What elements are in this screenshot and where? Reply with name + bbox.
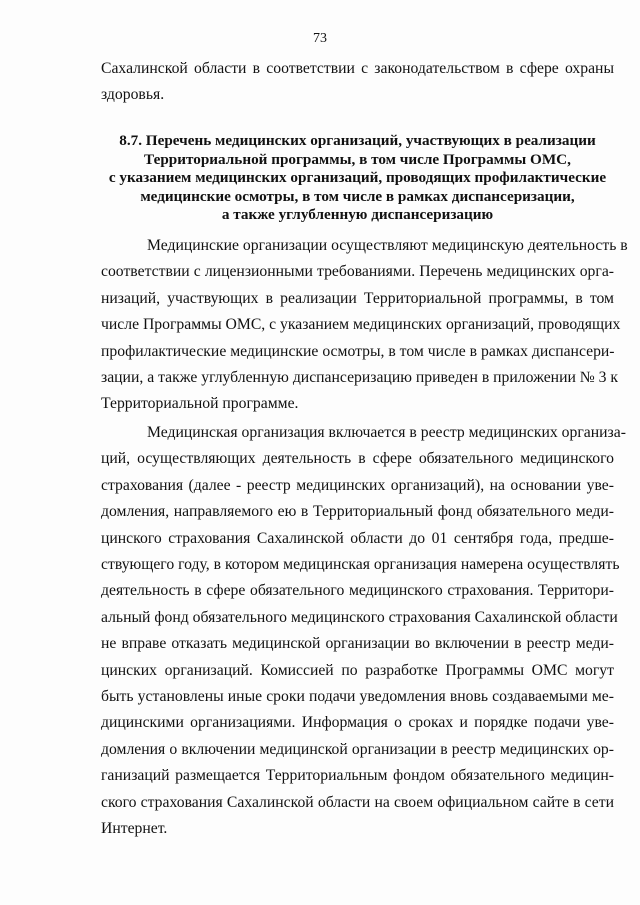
section-heading: [101, 132, 614, 225]
text-line: домления о включении медицинской организации в реестр медицинских ор-: [101, 740, 614, 758]
heading-line: медицинские осмотры, в том числе в рамках диспансеризации,: [140, 187, 575, 205]
text-line: альный фонд обязательного медицинского страхования Сахалинской области: [101, 608, 618, 626]
text-line: цинского страхования Сахалинской области до 01 сентября года, предше-: [101, 529, 614, 547]
text-line: деятельность в сфере обязательного медицинского страхования. Территори-: [101, 582, 614, 600]
text-line: ского страхования Сахалинской области на своем официальном сайте в сети: [101, 793, 614, 811]
intro-paragraph: [101, 56, 614, 109]
text-line: Сахалинской области в соответствии с законодательством в сфере охраны: [101, 60, 614, 77]
heading-line: 8.7. Перечень медицинских организаций, участвующих в реализации: [119, 132, 596, 149]
text-line: дицинскими организациями. Информация о сроках и порядке подачи уве-: [101, 714, 614, 732]
heading-line: с указанием медицинских организаций, проводящих профилактические: [108, 169, 607, 187]
text-line: ганизаций размещается Территориальным фондом обязательного медицин-: [101, 767, 614, 785]
text-line: домления, направляемого ею в Территориальный фонд обязательного меди-: [101, 503, 614, 521]
text-line: ствующего году, в котором медицинская организация намерена осуществлять: [101, 556, 620, 574]
paragraph-2: [101, 420, 626, 843]
text-line: числе Программы ОМС, с указанием медицинских организаций, проводящих: [101, 316, 621, 334]
text-line: соответствии с лицензионными требованиями. Перечень медицинских орга-: [101, 263, 614, 281]
text-line: профилактические медицинские осмотры, в том числе в рамках диспансери-: [101, 342, 615, 360]
text-line: зации, а также углубленную диспансеризацию приведен в приложении № 3 к: [101, 369, 619, 387]
heading-line: Территориальной программы, в том числе Программы ОМС,: [144, 150, 571, 168]
text-line: низаций, участвующих в реализации Территориальной программы, в том: [101, 289, 614, 307]
paragraph-1: [101, 233, 628, 418]
page-number: 73: [313, 31, 327, 46]
text-line: Медицинские организации осуществляют медицинскую деятельность в: [147, 237, 628, 254]
text-line: ций, осуществляющих деятельность в сфере обязательного медицинского: [101, 450, 614, 468]
text-line: Интернет.: [101, 820, 168, 838]
text-line: цинских организаций. Комиссией по разработке Программы ОМС могут: [101, 661, 614, 679]
text-line: не вправе отказать медицинской организации во включении в реестр меди-: [101, 635, 614, 653]
text-line: здоровья.: [101, 86, 165, 104]
text-line: Территориальной программе.: [101, 395, 299, 413]
text-line: Медицинская организация включается в реестр медицинских организа-: [147, 424, 626, 441]
text-line: быть установлены иные сроки подачи уведомления вновь создаваемыми ме-: [101, 688, 614, 706]
text-line: страхования (далее - реестр медицинских организаций), на основании уве-: [101, 476, 614, 494]
heading-line: а также углубленную диспансеризацию: [221, 206, 494, 224]
